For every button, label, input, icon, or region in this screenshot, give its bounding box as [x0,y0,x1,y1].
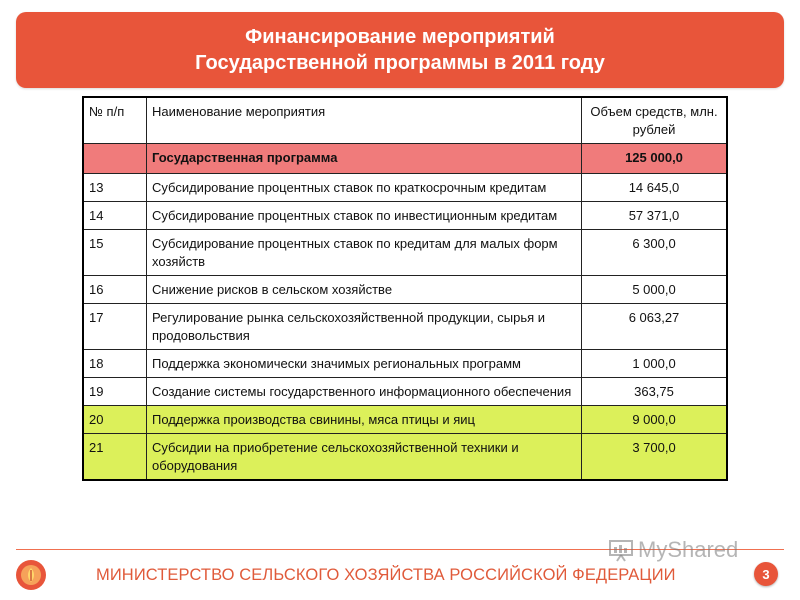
table-row-highlighted [83,434,727,481]
row-num: 18 [83,350,147,378]
row-volume: 14 645,0 [582,174,728,202]
watermark [608,537,738,563]
row-name: Субсидирование процентных ставок по краткосрочным кредитам [147,174,582,202]
row-volume: 1 000,0 [582,350,728,378]
row-volume: 3 700,0 [582,434,728,481]
table-header-row [83,97,727,144]
row-num: 15 [83,230,147,276]
row-name: Создание системы государственного информационного обеспечения [147,378,582,406]
row-volume: 57 371,0 [582,202,728,230]
title-banner [16,12,784,88]
row-num: 16 [83,276,147,304]
row-name: Субсидии на приобретение сельскохозяйственной техники и оборудования [147,434,582,481]
ministry-emblem-icon [16,560,46,590]
page-number-badge: 3 [754,562,778,586]
table-row [83,174,727,202]
row-name: Субсидирование процентных ставок по инвестиционным кредитам [147,202,582,230]
row-num: 13 [83,174,147,202]
row-name: Поддержка экономически значимых региональных программ [147,350,582,378]
row-num: 17 [83,304,147,350]
funding-table [82,96,728,481]
row-volume: 5 000,0 [582,276,728,304]
table-row [83,230,727,276]
table-row [83,304,727,350]
table-row [83,378,727,406]
row-volume: 363,75 [582,378,728,406]
row-name: Субсидирование процентных ставок по кредитам для малых форм хозяйств [147,230,582,276]
row-volume: 9 000,0 [582,406,728,434]
funding-table-container [82,96,728,481]
presentation-screen-icon [608,538,634,562]
page-title-line-2: Государственной программы в 2011 году [195,52,605,74]
row-name: Поддержка производства свинины, мяса птицы и яиц [147,406,582,434]
row-name: Снижение рисков в сельском хозяйстве [147,276,582,304]
page-title-line-1: Финансирование мероприятий [245,26,555,48]
program-total-row [83,144,727,174]
row-num: 21 [83,434,147,481]
header-volume: Объем средств, млн. рублей [582,97,728,144]
row-name: Регулирование рынка сельскохозяйственной продукции, сырья и продовольствия [147,304,582,350]
program-name: Государственная программа [147,144,582,174]
watermark-text: MyShared [638,537,739,562]
program-volume: 125 000,0 [582,144,728,174]
row-num: 14 [83,202,147,230]
table-row [83,276,727,304]
header-name: Наименование мероприятия [147,97,582,144]
header-num: № п/п [83,97,147,144]
row-volume: 6 300,0 [582,230,728,276]
table-row [83,350,727,378]
footer-ministry-name: МИНИСТЕРСТВО СЕЛЬСКОГО ХОЗЯЙСТВА РОССИЙСКОЙ ФЕДЕРАЦИИ [96,566,676,584]
row-num: 19 [83,378,147,406]
program-num [83,144,147,174]
row-volume: 6 063,27 [582,304,728,350]
table-row-highlighted [83,406,727,434]
row-num: 20 [83,406,147,434]
table-row [83,202,727,230]
